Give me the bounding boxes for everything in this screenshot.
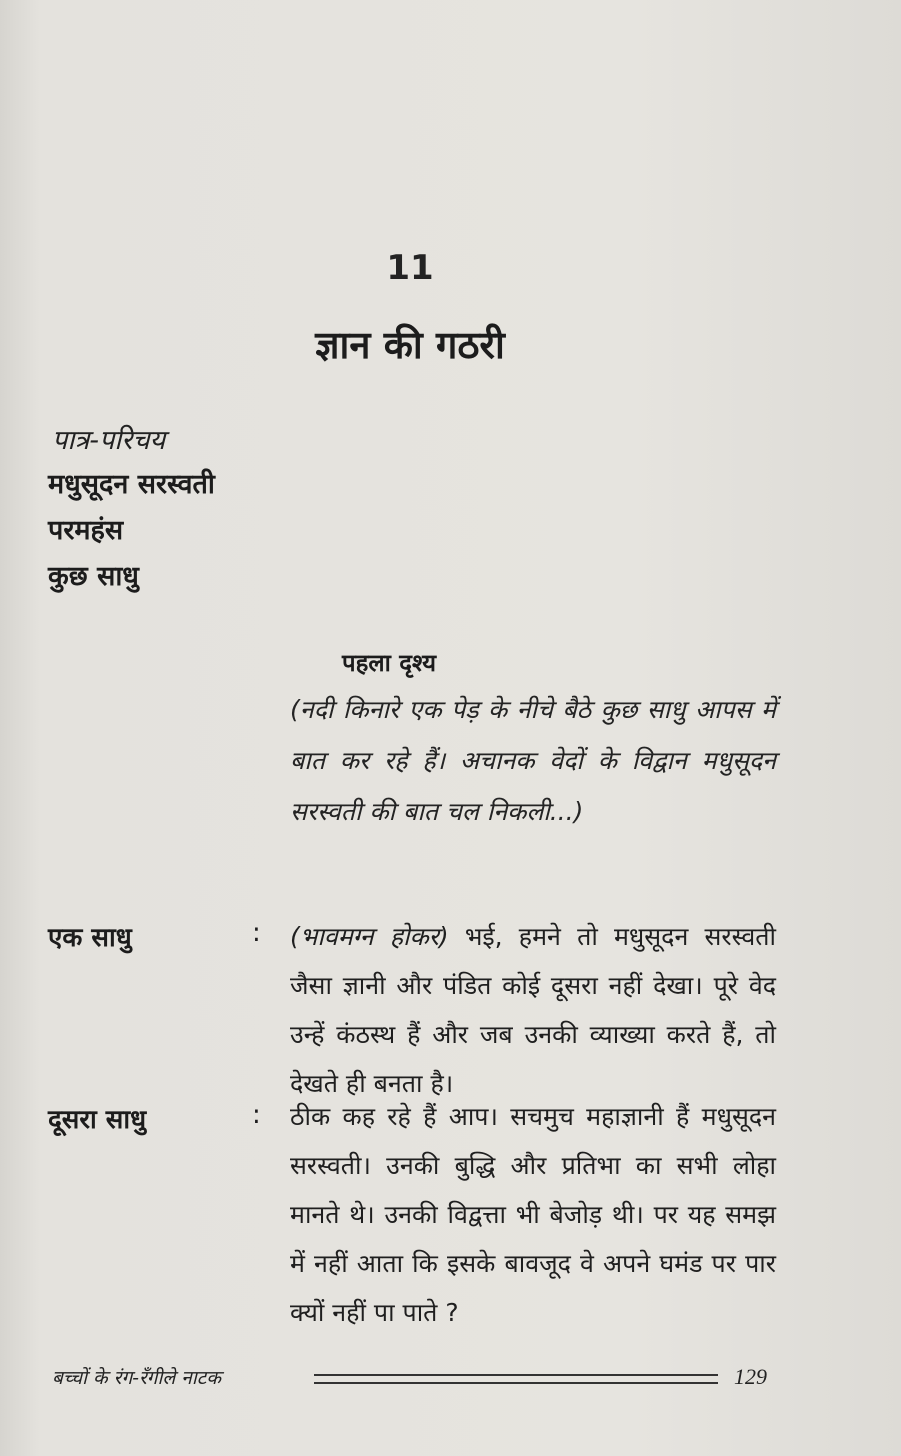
- cast-member: परमहंस: [48, 515, 124, 546]
- chapter-number: 11: [386, 248, 434, 288]
- speech-1-text: भई, हमने तो मधुसूदन सरस्वती जैसा ज्ञानी और पंडित कोई दूसरा नहीं देखा। पूरे वेद उन्हें कंठस्थ हैं और जब उनकी व्याख्या करते हैं, तो देखते ही बनता है।: [290, 922, 776, 1098]
- cast-list: [48, 462, 215, 600]
- speaker-1-separator: :: [252, 918, 261, 948]
- speaker-1: एक साधु: [48, 923, 132, 953]
- speech-1-direction: (भावमग्न होकर): [290, 922, 449, 951]
- speech-1: [290, 912, 776, 1108]
- footer-book-title: बच्चों के रंग-रँगीले नाटक: [52, 1367, 221, 1389]
- footer-rule: [314, 1374, 718, 1384]
- speech-2: [290, 1092, 776, 1337]
- speech-2-text: ठीक कह रहे हैं आप। सचमुच महाज्ञानी हैं मधुसूदन सरस्वती। उनकी बुद्धि और प्रतिभा का सभी लोहा मानते थे। उनकी विद्वत्ता भी बेजोड़ थी। पर यह समझ में नहीं आता कि इसके बावजूद वे अपने घमंड पर पार क्यों नहीं पा पाते ?: [290, 1102, 776, 1327]
- speaker-2-separator: :: [252, 1100, 261, 1130]
- speaker-2: दूसरा साधु: [48, 1105, 147, 1135]
- cast-heading: पात्र-परिचय: [52, 425, 166, 456]
- page-number: 129: [734, 1364, 767, 1389]
- scene-title: पहला दृश्य: [342, 649, 437, 677]
- stage-direction: (नदी किनारे एक पेड़ के नीचे बैठे कुछ साधु आपस में बात कर रहे हैं। अचानक वेदों के विद्वान मधुसूदन सरस्वती की बात चल निकली...): [290, 695, 776, 826]
- chapter-title: ज्ञान की गठरी: [315, 323, 505, 367]
- cast-member: मधुसूदन सरस्वती: [48, 469, 215, 500]
- cast-member: कुछ साधु: [48, 561, 139, 592]
